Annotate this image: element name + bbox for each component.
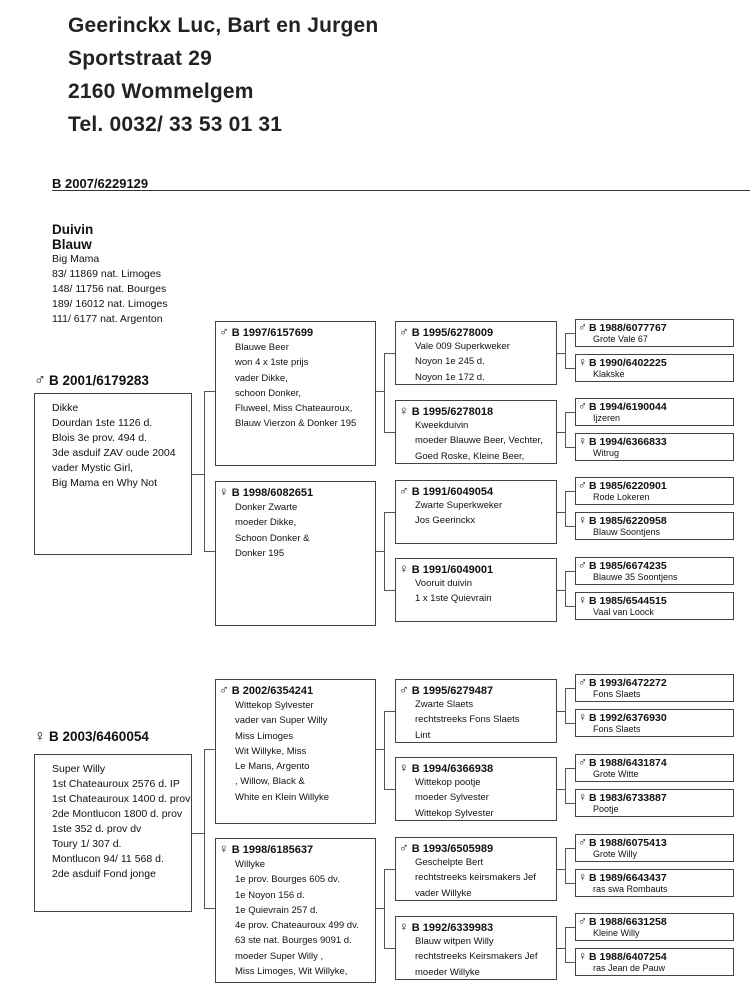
connector-line [565,491,566,526]
header-rule [52,190,750,191]
connector-line [557,432,565,433]
pedigree-text-line: 1e Noyon 156 d. [235,889,305,901]
ring-number: B 1994/6366938 [411,763,494,775]
ring-number: B 1988/6075413 [589,837,667,849]
pedigree-text-line: moeder Blauwe Beer, Vechter, [415,435,543,447]
subject-line: 189/ 16012 nat. Limoges [52,298,168,310]
gg-grandparent-ring-label [578,478,667,492]
subject-line: Big Mama [52,253,100,265]
pedigree-text-line: Noyon 1e 245 d. [415,356,485,368]
ring-number: B 2003/6460054 [49,729,149,744]
female-symbol-icon: ♀ [578,949,587,963]
connector-line [565,883,575,884]
connector-line [565,447,575,448]
connector-line [565,803,575,804]
connector-line [557,353,565,354]
pedigree-text-line: 1ste 352 d. prov dv [52,823,142,835]
pedigree-text [415,418,543,464]
pedigree-text-line: Zwarte Superkweker [415,500,503,511]
gg-grandparent-name: Grote Vale 67 [593,334,648,344]
connector-line [557,869,565,870]
gg-grandparent-ring-label [578,399,667,413]
gg-grandparent-name: Vaal van Loock [593,607,654,617]
pedigree-text [52,762,190,882]
connector-line [565,723,575,724]
male-symbol-icon: ♂ [399,483,409,498]
great-grandparent-ring-label [399,682,493,697]
gg-grandparent-name: Grote Witte [593,769,639,779]
pedigree-text-line: 2de asduif Fond jonge [52,868,156,880]
gg-grandparent-ring-label [578,949,667,963]
gg-grandparent-ring-label [578,755,667,769]
pedigree-text-line: Blauwe Beer [235,342,289,353]
female-symbol-icon: ♀ [219,484,229,499]
pedigree-text [415,339,510,385]
subject-line: 111/ 6177 nat. Argenton [52,313,163,325]
connector-line [565,962,575,963]
ring-number: B 1993/6472272 [589,677,667,689]
connector-line [565,412,566,447]
pedigree-text-line: Dourdan 1ste 1126 d. [52,417,153,429]
pedigree-text-line: won 4 x 1ste prijs [235,357,309,369]
pedigree-text-line: Kweekduivin [415,420,469,431]
connector-line [565,368,575,369]
subject-ring-number: B 2007/6229129 [52,176,149,191]
connector-line [565,927,566,962]
gg-grandparent-name: ras Jean de Pauw [593,963,666,973]
female-symbol-icon: ♀ [578,790,587,804]
female-symbol-icon: ♀ [399,403,409,418]
connector-line [557,711,565,712]
pedigree-text-line: 3de asduif ZAV oude 2004 [52,447,176,459]
female-symbol-icon: ♀ [399,561,409,576]
connector-line [557,789,565,790]
pedigree-text-line: Wit Willyke, Miss [235,745,307,757]
pedigree-text-line: Blauw witpen Willy [415,936,494,947]
connector-line [204,391,205,551]
pedigree-text-line: Miss Limoges, Wit Willyke, [235,966,348,978]
pedigree-text-line: rechtstreeks keirsmakers Jef [415,872,536,884]
pedigree-text [415,576,492,607]
ring-number: B 1994/6366833 [589,436,667,448]
connector-line [204,749,205,908]
ring-number: B 1995/6278009 [411,327,494,339]
breeder-city: 2160 Wommelgem [68,80,254,103]
ring-number: B 1994/6190044 [589,401,667,413]
pedigree-text-line: rechtstreeks Fons Slaets [415,714,520,726]
connector-line [376,551,384,552]
ring-number: B 1991/6049054 [411,486,494,498]
pedigree-text-line: Goed Roske, Kleine Beer, [415,450,525,462]
pedigree-text-line: , Willow, Black & [235,776,305,788]
connector-line [376,908,384,909]
ring-number: B 1992/6339983 [411,922,494,934]
pedigree-text [415,855,536,901]
pedigree-text [415,934,537,980]
male-symbol-icon: ♂ [34,372,46,389]
pedigree-text-line: vader Willyke [415,887,472,899]
connector-line [565,768,575,769]
connector-line [204,749,215,750]
connector-line [565,606,575,607]
gg-grandparent-ring-label [578,710,667,724]
female-symbol-icon: ♀ [578,593,587,607]
great-grandparent-ring-label [399,324,493,339]
pedigree-text-line: moeder Dikke, [235,517,297,529]
pedigree-text-line: Big Mama en Why Not [52,477,158,489]
connector-line [384,590,395,591]
breeder-phone: Tel. 0032/ 33 53 01 31 [68,113,283,136]
pedigree-text-line: moeder Sylvester [415,792,489,804]
ring-number: B 1995/6278018 [411,406,494,418]
ring-number: B 1985/6544515 [589,595,667,607]
gg-grandparent-name: Rode Lokeren [593,492,650,502]
pedigree-text-line: rechtstreeks Keirsmakers Jef [415,951,538,963]
ring-number: B 1988/6431874 [589,757,667,769]
connector-line [204,391,215,392]
connector-line [565,571,566,606]
connector-line [192,474,204,475]
male-symbol-icon: ♂ [578,755,587,769]
pedigree-text-line: 1st Chateauroux 2576 d. IP [52,778,180,790]
pedigree-text-line: Blauw Vierzon & Donker 195 [235,418,357,430]
female-symbol-icon: ♀ [399,760,409,775]
connector-line [565,333,566,368]
gg-grandparent-ring-label [578,434,667,448]
ring-number: B 1988/6407254 [589,951,667,963]
pedigree-text-line: Toury 1/ 307 d. [52,838,122,850]
great-grandparent-ring-label [399,561,493,576]
connector-line [384,512,395,513]
gg-grandparent-ring-label [578,870,667,884]
pedigree-text-line: Wittekop Sylvester [235,700,314,711]
subject-sex: Duivin [52,222,94,237]
pedigree-text-line: Miss Limoges [235,730,294,742]
connector-line [384,711,395,712]
subject-line: 83/ 11869 nat. Limoges [52,268,161,280]
male-symbol-icon: ♂ [578,835,587,849]
pedigree-text-line: moeder Willyke [415,966,480,978]
male-symbol-icon: ♂ [399,324,409,339]
male-symbol-icon: ♂ [578,399,587,413]
male-symbol-icon: ♂ [219,682,229,697]
male-symbol-icon: ♂ [399,840,409,855]
connector-line [565,848,566,883]
female-symbol-icon: ♀ [34,728,46,745]
gg-grandparent-name: Fons Slaets [593,724,641,734]
pedigree-text-line: 1e prov. Bourges 605 dv. [235,874,340,886]
pedigree-text-line: Fluweel, Miss Chateauroux, [235,403,353,415]
male-symbol-icon: ♂ [219,324,229,339]
gg-grandparent-name: Ijzeren [593,413,621,423]
connector-line [565,688,566,723]
pedigree-text-line: Super Willy [52,763,106,775]
pedigree-text [415,775,494,821]
connector-line [557,590,565,591]
grandparent-ring-label [219,682,313,697]
gg-grandparent-ring-label [578,320,667,334]
grandparent-ring-label [219,324,313,339]
pedigree-text-line: Le Mans, Argento [235,761,310,773]
great-grandparent-ring-label [399,483,493,498]
pedigree-text-line: Blois 3e prov. 494 d. [52,432,147,444]
ring-number: B 2001/6179283 [49,373,149,388]
gg-grandparent-name: Klakske [593,369,625,379]
male-symbol-icon: ♂ [578,675,587,689]
ring-number: B 1985/6674235 [589,560,667,572]
gg-grandparent-name: Blauwe 35 Soontjens [593,572,678,582]
pedigree-text [235,500,309,561]
parent-ring-label [34,372,149,390]
ring-number: B 1989/6643437 [589,872,667,884]
connector-line [565,927,575,928]
ring-number: B 1988/6631258 [589,916,667,928]
ring-number: B 1995/6279487 [411,685,494,697]
subject-line: 148/ 11756 nat. Bourges [52,283,167,295]
gg-grandparent-name: Grote Willy [593,849,638,859]
connector-line [557,512,565,513]
connector-line [565,688,575,689]
pedigree-text-line: 1 x 1ste Quievrain [415,593,492,605]
parent-ring-label [34,728,149,746]
female-symbol-icon: ♀ [578,710,587,724]
connector-line [384,353,395,354]
pedigree-text [235,857,359,979]
pedigree-text-line: Willyke [235,859,266,870]
pedigree-text-line: vader van Super Willy [235,715,328,727]
pedigree-text-line: Montlucon 94/ 11 568 d. [52,853,164,865]
female-symbol-icon: ♀ [219,841,229,856]
connector-line [384,432,395,433]
ring-number: B 1993/6505989 [411,843,494,855]
connector-line [384,789,395,790]
pedigree-text-line: schoon Donker, [235,387,302,399]
pedigree-text-line: 1e Quievrain 257 d. [235,904,318,916]
connector-line [384,711,385,789]
male-symbol-icon: ♂ [578,320,587,334]
pedigree-text-line: Dikke [52,402,79,414]
great-grandparent-ring-label [399,840,493,855]
connector-line [376,749,384,750]
gg-grandparent-ring-label [578,835,667,849]
connector-line [557,948,565,949]
female-symbol-icon: ♀ [578,513,587,527]
pedigree-text-line: vader Mystic Girl, [52,462,134,474]
pedigree-text-line: 4e prov. Chateauroux 499 dv. [235,920,359,932]
gg-grandparent-ring-label [578,355,667,369]
ring-number: B 1985/6220958 [589,515,667,527]
pedigree-text-line: Jos Geerinckx [415,515,476,527]
pedigree-text [235,698,329,805]
pedigree-text-line: Donker Zwarte [235,502,298,513]
pedigree-text [415,697,520,743]
male-symbol-icon: ♂ [578,558,587,572]
pedigree-text-line: White en Klein Willyke [235,791,329,803]
ring-number: B 1988/6077767 [589,322,667,334]
male-symbol-icon: ♂ [578,914,587,928]
ring-number: B 1983/6733887 [589,792,667,804]
breeder-name: Geerinckx Luc, Bart en Jurgen [68,14,379,37]
pedigree-text-line: 1st Chateauroux 1400 d. prov [52,793,191,805]
female-symbol-icon: ♀ [578,434,587,448]
gg-grandparent-name: Fons Slaets [593,689,641,699]
gg-grandparent-ring-label [578,914,667,928]
grandparent-ring-label [219,484,313,499]
connector-line [565,412,575,413]
connector-line [384,353,385,432]
connector-line [376,391,384,392]
pedigree-text [415,498,502,529]
female-symbol-icon: ♀ [578,870,587,884]
subject-info [52,222,168,327]
great-grandparent-ring-label [399,919,493,934]
connector-line [384,869,395,870]
gg-grandparent-ring-label [578,675,667,689]
connector-line [565,571,575,572]
pedigree-text [235,340,356,432]
ring-number: B 2002/6354241 [231,685,314,697]
connector-line [565,333,575,334]
great-grandparent-ring-label [399,760,493,775]
gg-grandparent-name: ras swa Rombauts [593,884,668,894]
pedigree-text-line: 2de Montlucon 1800 d. prov [52,808,183,820]
connector-line [565,848,575,849]
male-symbol-icon: ♂ [399,682,409,697]
ring-number: B 1997/6157699 [231,327,314,339]
connector-line [565,768,566,803]
pedigree-text-line: Wittekop pootje [415,777,481,788]
pedigree-text-line: 63 ste nat. Bourges 9091 d. [235,935,352,947]
gg-grandparent-name: Pootje [593,804,619,814]
male-symbol-icon: ♂ [578,478,587,492]
gg-grandparent-name: Kleine Willy [593,928,640,938]
ring-number: B 1998/6185637 [231,844,314,856]
pedigree-text-line: Schoon Donker & [235,532,310,544]
female-symbol-icon: ♀ [399,919,409,934]
connector-line [192,833,204,834]
gg-grandparent-name: Blauw Soontjens [593,527,661,537]
ring-number: B 1998/6082651 [231,487,314,499]
pedigree-text [52,401,176,491]
great-grandparent-ring-label [399,403,493,418]
pedigree-text-line: Geschelpte Bert [415,857,484,868]
pedigree-text-line: Lint [415,729,431,741]
breeder-street: Sportstraat 29 [68,47,213,70]
ring-number: B 1992/6376930 [589,712,667,724]
connector-line [384,869,385,948]
ring-number: B 1991/6049001 [411,564,494,576]
pedigree-text-line: Zwarte Slaets [415,699,474,710]
gg-grandparent-ring-label [578,558,667,572]
pedigree-text-line: Vale 009 Superkweker [415,341,510,352]
gg-grandparent-ring-label [578,790,667,804]
gg-grandparent-name: Witrug [593,448,620,458]
pedigree-text-line: Noyon 1e 172 d. [415,371,485,383]
female-symbol-icon: ♀ [578,355,587,369]
gg-grandparent-ring-label [578,593,667,607]
connector-line [204,551,215,552]
gg-grandparent-ring-label [578,513,667,527]
ring-number: B 1985/6220901 [589,480,667,492]
pedigree-text-line: Wittekop Sylvester [415,807,494,819]
connector-line [384,948,395,949]
pedigree-text-line: Donker 195 [235,547,285,559]
connector-line [565,491,575,492]
connector-line [565,526,575,527]
grandparent-ring-label [219,841,313,856]
connector-line [204,908,215,909]
subject-color: Blauw [52,237,92,252]
pedigree-text-line: Vooruit duivin [415,578,473,589]
ring-number: B 1990/6402225 [589,357,667,369]
pedigree-text-line: moeder Super Willy , [235,950,324,962]
connector-line [384,512,385,590]
pedigree-text-line: vader Dikke, [235,372,288,384]
